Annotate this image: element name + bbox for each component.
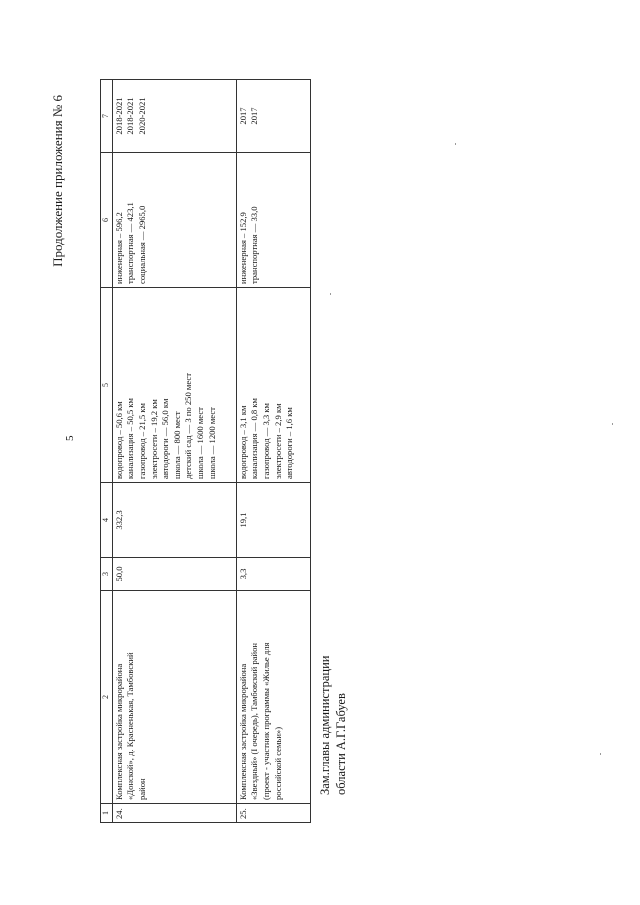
infrastructure-item: автодороги – 1,6 км	[284, 407, 295, 479]
cost-item: инженерная – 152,9	[237, 212, 248, 284]
project-name-line: (проект - участник программы «Жилье для	[260, 642, 271, 800]
cost-item: транспортная — 423,1	[125, 202, 136, 284]
infrastructure-list	[112, 288, 236, 483]
year-item: 2018-2021	[125, 97, 136, 135]
years-list	[236, 80, 310, 153]
infrastructure-list	[236, 288, 310, 483]
project-name-line: «Звездный» (I очередь), Тамбовский район	[249, 643, 260, 800]
header-cell: 3	[101, 558, 113, 591]
cost-item: транспортная — 33,0	[249, 206, 260, 284]
volume-value: 332,3	[112, 483, 236, 558]
infrastructure-item: электросети – 19,2 км	[148, 399, 159, 479]
project-name-line: российской семьи»)	[272, 726, 283, 800]
project-name	[236, 591, 310, 804]
years-list	[112, 80, 236, 153]
year-item: 2017	[237, 107, 248, 125]
header-cell: 6	[101, 153, 113, 288]
infrastructure-item: автодороги — 56,0 км	[160, 398, 171, 479]
table-row	[112, 80, 236, 823]
signature-block	[318, 656, 349, 795]
scan-speck	[455, 143, 456, 145]
infrastructure-item: электросети – 2,9 км	[272, 403, 283, 479]
project-name-line: Комплексная застройка микрорайона	[237, 663, 248, 800]
project-name	[112, 591, 236, 804]
project-name-line: район	[136, 778, 147, 800]
infrastructure-item: газопровод – 21,5 км	[136, 403, 147, 479]
year-item: 2018-2021	[113, 97, 124, 135]
header-cell: 1	[101, 804, 113, 823]
area-value: 3,3	[236, 558, 310, 591]
project-name-line: Комплексная застройка микрорайона	[113, 663, 124, 800]
table-row	[236, 80, 310, 823]
cost-list	[236, 153, 310, 288]
scan-speck	[612, 423, 613, 425]
infrastructure-item: школа — 1200 мест	[206, 407, 217, 479]
scan-speck	[330, 293, 331, 295]
scan-speck	[600, 753, 601, 755]
project-name-line: «Донской», д. Красненькая, Тамбовский	[125, 652, 136, 800]
cost-item: социальная — 2965,0	[136, 205, 147, 284]
volume-value: 19,1	[236, 483, 310, 558]
infrastructure-item: канализация — 0,8 км	[249, 398, 260, 479]
signature-name: области А.Г.Габуев	[333, 693, 348, 795]
infrastructure-item: канализация – 50,5 км	[125, 398, 136, 479]
year-item: 2020-2021	[136, 97, 147, 135]
page-number: 5	[64, 435, 76, 441]
header-cell: 4	[101, 483, 113, 558]
year-item: 2017	[249, 107, 260, 125]
area-value: 50,0	[112, 558, 236, 591]
infrastructure-item: водопровод – 50,6 км	[113, 401, 124, 479]
header-cell: 5	[101, 288, 113, 483]
header-cell: 2	[101, 591, 113, 804]
row-number: 25.	[236, 804, 310, 823]
continuation-label: Продолжение приложения № 6	[50, 95, 65, 267]
infrastructure-item: газопровод — 3,3 км	[260, 403, 271, 479]
infrastructure-item: школа — 1600 мест	[194, 407, 205, 479]
signature-title: Зам.главы администрации	[318, 655, 332, 795]
table-header-row	[101, 80, 113, 823]
row-number: 24.	[112, 804, 236, 823]
cost-list	[112, 153, 236, 288]
appendix-table	[100, 79, 311, 823]
infrastructure-item: детский сад — 3 по 250 мест	[183, 373, 194, 479]
infrastructure-item: водопровод – 3,1 км	[237, 405, 248, 479]
cost-item: инженерная – 596,2	[113, 212, 124, 284]
infrastructure-item: школа — 800 мест	[171, 411, 182, 479]
header-cell: 7	[101, 80, 113, 153]
